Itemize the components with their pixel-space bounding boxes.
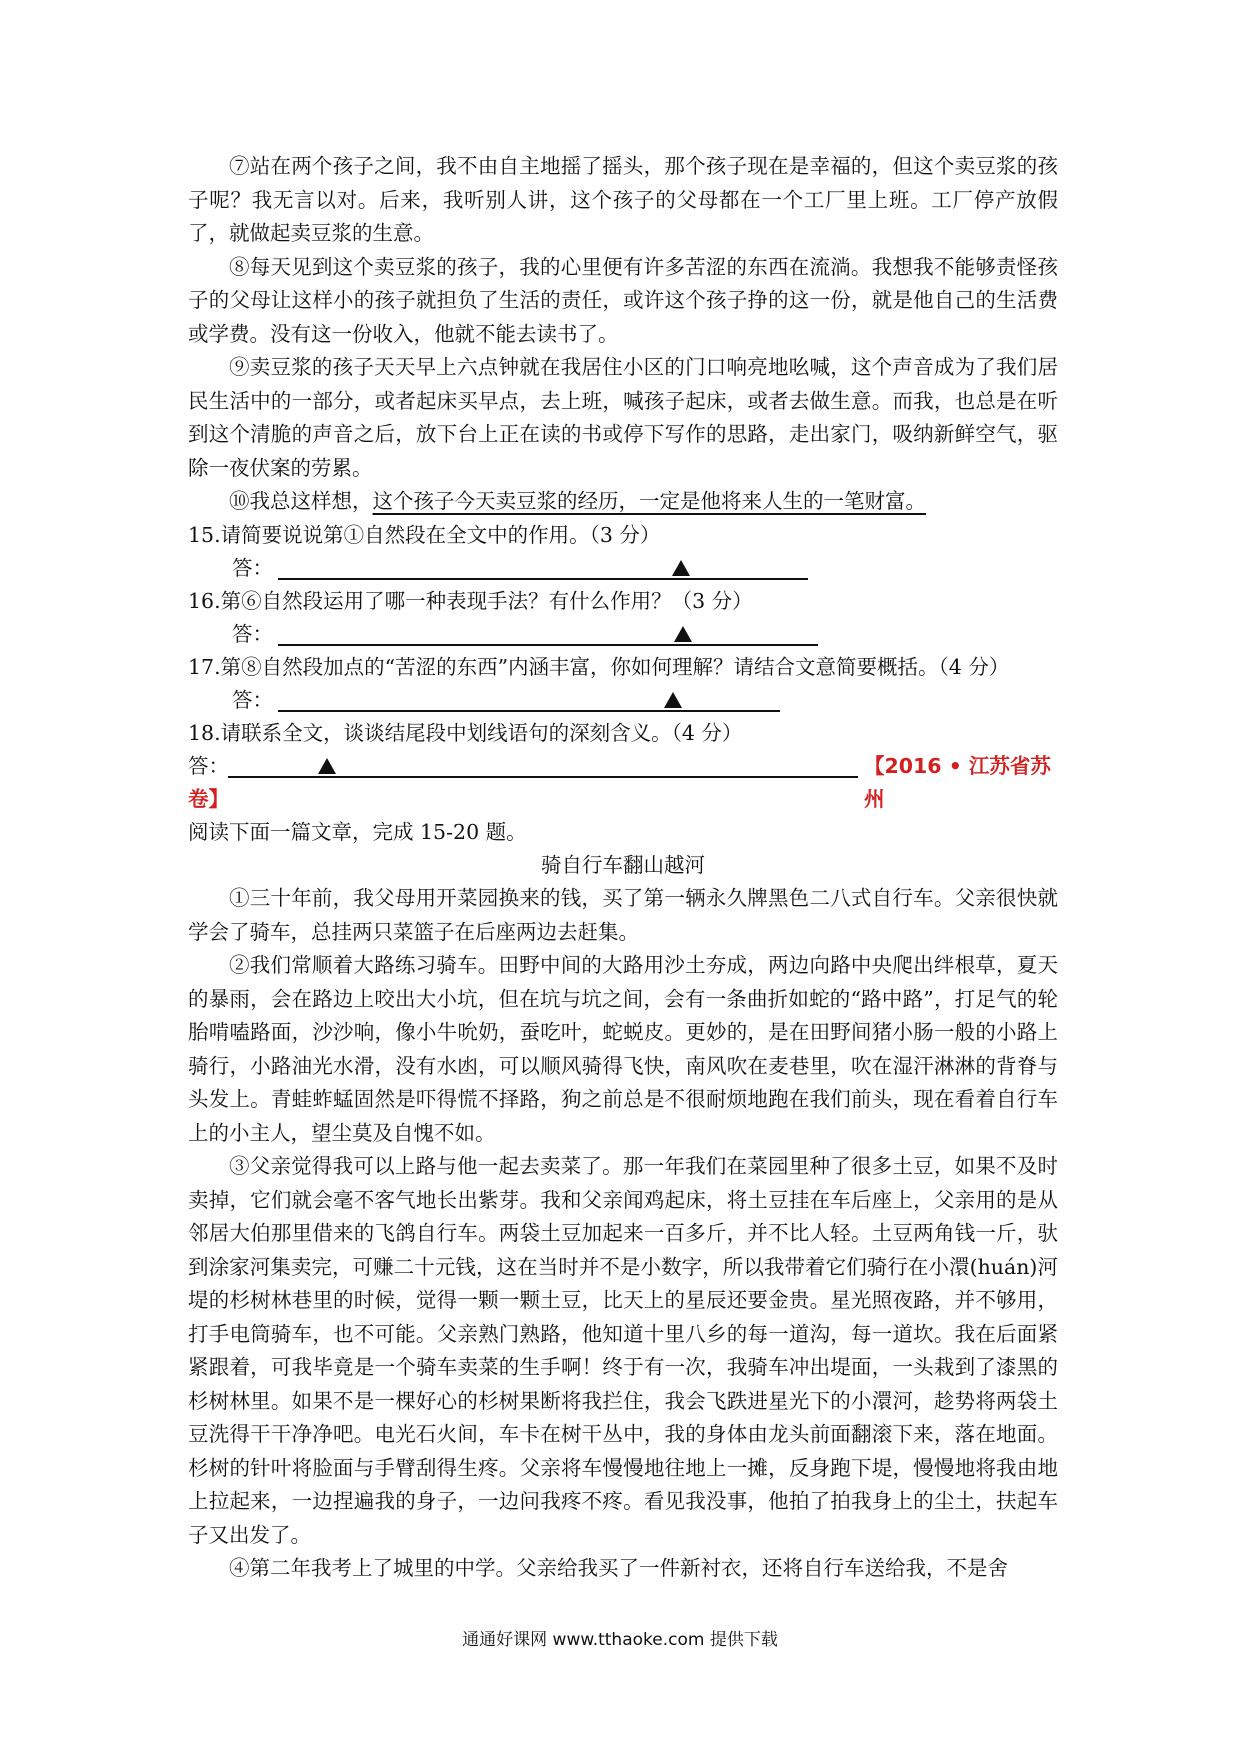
- article-paragraph-4: ④第二年我考上了城里的中学。父亲给我买了一件新衬衣，还将自行车送给我，不是舍: [229, 1556, 1008, 1580]
- article-title: 骑自行车翻山越河: [541, 852, 705, 877]
- paragraph-7: ⑦站在两个孩子之间，我不由自主地摇了摇头，那个孩子现在是幸福的，但这个卖豆浆的孩子呢？我无言以对。后来，我听别人讲，这个孩子的父母都在一个工厂里上班。工厂停产放假了，就做起卖豆浆的生意。: [188, 154, 1058, 245]
- article-paragraph-2: ②我们常顺着大路练习骑车。田野中间的大路用沙土夯成，两边向路中央爬出绊根草，夏天的暴雨，会在路边上咬出大小坑，但在坑与坑之间，会有一条曲折如蛇的“路中路”，打足气的轮胎啃嗑路面，沙沙响，像小牛吮奶，蚕吃叶，蛇蜕皮。更妙的，是在田野间猪小肠一般的小路上骑行，小路油光水滑，没有水凼，可以顺风骑得飞快，南风吹在麦巷里，吹在湿汗淋淋的背脊与头发上。青蛙蚱蜢固然是吓得慌不择路，狗之前总是不很耐烦地跑在我们前头，现在看着自行车上的小主人，望尘莫及自愧不如。: [188, 953, 1058, 1145]
- article-paragraph-3: ③父亲觉得我可以上路与他一起去卖菜了。那一年我们在菜园里种了很多土豆，如果不及时卖掉，它们就会毫不客气地长出紫芽。我和父亲闻鸡起床，将土豆挂在车后座上，父亲用的是从邻居大伯那里借来的飞鸽自行车。两袋土豆加起来一百多斤，并不比人轻。土豆两角钱一斤，驮到涂家河集卖完，可赚二十元钱，这在当时并不是小数字，所以我带着它们骑行在小澴(huán)河堤的杉树林巷里的时候，觉得一颗一颗土豆，比天上的星辰还要金贵。星光照夜路，并不够用，打手电筒骑车，也不可能。父亲熟门熟路，他知道十里八乡的每一道沟，每一道坎。我在后面紧紧跟着，可我毕竟是一个骑车卖菜的生手啊！终于有一次，我骑车冲出堤面，一头栽到了漆黑的杉树林里。如果不是一棵好心的杉树果断将我拦住，我会飞跌进星光下的小澴河，趁势将两袋土豆洗得干干净净吧。电光石火间，车卡在树干丛中，我的身体由龙头前面翻滚下来，落在地面。杉树的针叶将脸面与手臂刮得生疼。父亲将车慢慢地往地上一摊，反身跑下堤，慢慢地将我由地上拉起来，一边捏遍我的身子，一边问我疼不疼。看见我没事，他拍了拍我身上的尘土，扶起车子又出发了。: [188, 1154, 1058, 1547]
- document-page: [188, 150, 1058, 1586]
- footer: 通通好课网 www.tthaoke.com 提供下载: [462, 1630, 778, 1650]
- question-15: 15.请简要说说第①自然段在全文中的作用。（3 分）: [188, 522, 661, 547]
- answer-label: 答：: [232, 621, 273, 646]
- paragraph-10-prefix: ⑩我总这样想，: [229, 489, 373, 513]
- answer-blank[interactable]: [278, 644, 818, 646]
- question-18: 18.请联系全文，谈谈结尾段中划线语句的深刻含义。（4 分）: [188, 720, 743, 745]
- source-tag-end: 卷】: [188, 786, 229, 811]
- source-tag: 【2016 • 江苏省苏州: [864, 753, 1051, 811]
- answer-triangle-icon: [664, 692, 682, 708]
- paragraph-10: [188, 485, 1058, 519]
- question-17: 17.第⑧自然段加点的“苦涩的东西”内涵丰富，你如何理解？请结合文意简要概括。（4 分）: [188, 654, 1010, 679]
- answer-line-18: [188, 750, 1058, 811]
- article-paragraph-1: ①三十年前，我父母用开菜园换来的钱，买了第一辆永久牌黑色二八式自行车。父亲很快就学会了骑车，总挂两只菜篮子在后座两边去赶集。: [188, 886, 1058, 944]
- paragraph-9: ⑨卖豆浆的孩子天天早上六点钟就在我居住小区的门口响亮地吆喊，这个声音成为了我们居民生活中的一部分，或者起床买早点，去上班，喊孩子起床，或者去做生意。而我，也总是在听到这个清脆的声音之后，放下台上正在读的书或停下写作的思路，走出家门，吸纳新鲜空气，驱除一夜伏案的劳累。: [188, 355, 1058, 480]
- answer-triangle-icon: [672, 560, 690, 576]
- answer-label: 答：: [232, 687, 273, 712]
- answer-blank[interactable]: [228, 776, 858, 778]
- answer-triangle-icon: [674, 626, 692, 642]
- answer-blank[interactable]: [278, 578, 808, 580]
- answer-label: 答：: [188, 753, 229, 778]
- answer-line-15: [188, 552, 1058, 585]
- answer-blank[interactable]: [278, 710, 780, 712]
- answer-triangle-icon: [318, 758, 336, 774]
- question-16: 16.第⑥自然段运用了哪一种表现手法？有什么作用？（3 分）: [188, 588, 753, 613]
- instruction: 阅读下面一篇文章，完成 15-20 题。: [188, 819, 527, 844]
- underlined-sentence: 这个孩子今天卖豆浆的经历，一定是他将来人生的一笔财富。: [372, 489, 926, 513]
- paragraph-8: ⑧每天见到这个卖豆浆的孩子，我的心里便有许多苦涩的东西在流淌。我想我不能够责怪孩子的父母让这样小的孩子就担负了生活的责任，或许这个孩子挣的这一份，就是他自己的生活费或学费。没有这一份收入，他就不能去读书了。: [188, 254, 1058, 346]
- answer-line-17: [188, 684, 1058, 717]
- answer-label: 答：: [232, 555, 273, 580]
- answer-line-16: [188, 618, 1058, 651]
